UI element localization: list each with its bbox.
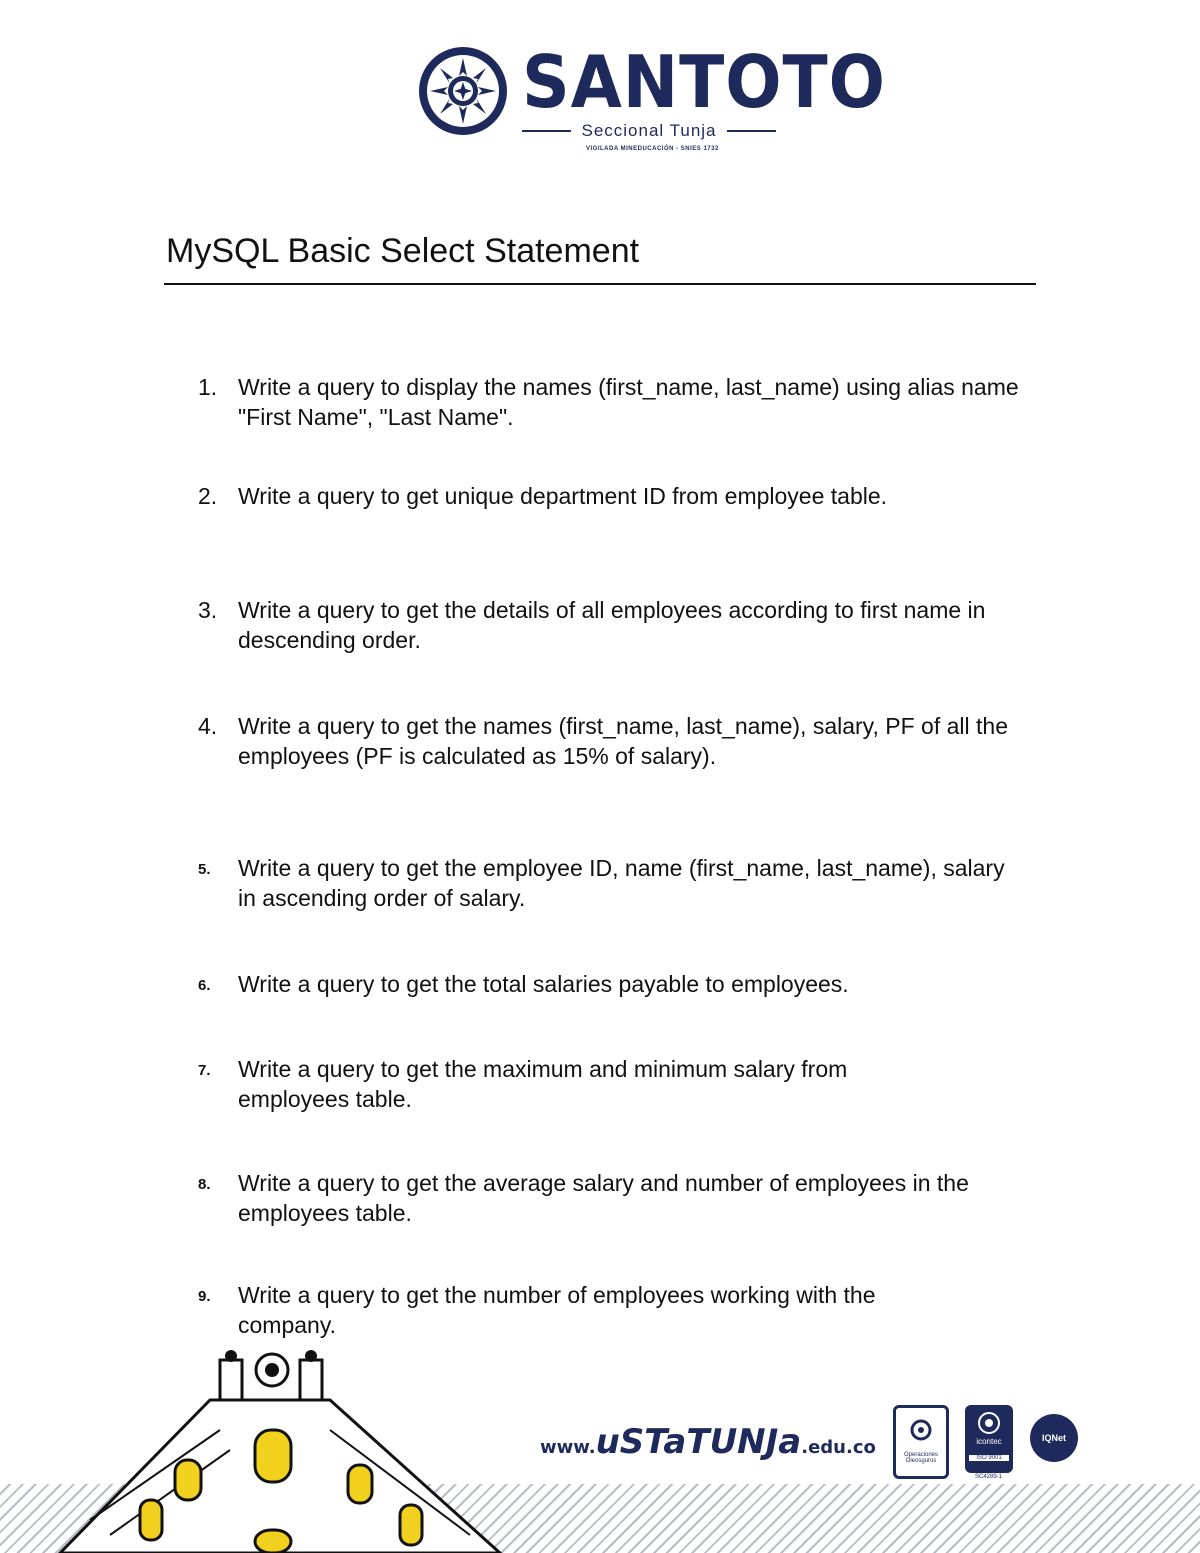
cert-label: IQNet <box>1041 1433 1066 1443</box>
list-item <box>198 853 1038 913</box>
item-text: Write a query to get the total salaries payable to employees. <box>238 971 849 997</box>
cert-label: icontec <box>976 1437 1002 1446</box>
title-divider <box>164 283 1036 285</box>
list-item <box>198 1168 1038 1228</box>
page-title: MySQL Basic Select Statement <box>166 232 640 270</box>
list-item <box>198 372 1038 432</box>
list-item <box>198 711 1038 771</box>
certification-badge <box>893 1405 949 1479</box>
item-number: 6. <box>198 977 211 994</box>
website-main: uSTaTUNJa <box>595 1422 802 1462</box>
item-number: 5. <box>198 861 211 878</box>
subtitle-text: Seccional Tunja <box>581 121 717 140</box>
university-logo <box>418 40 886 162</box>
cert-label: Operaciones Oleosguros <box>903 1452 939 1464</box>
item-text: Write a query to get unique department ID from employee table. <box>238 483 888 509</box>
item-text: Write a query to get the details of all employees according to first name in descending order. <box>238 597 986 653</box>
cert-code: SC4289-1 <box>975 1474 1003 1480</box>
item-number: 8. <box>198 1176 211 1193</box>
list-item <box>198 969 1038 999</box>
item-number: 1. <box>198 374 218 400</box>
gear-icon <box>896 1408 946 1448</box>
website-suffix: .edu.co <box>801 1437 876 1458</box>
item-text: Write a query to get the names (first_name, last_name), salary, PF of all the employees (PF is calculated as 15% of salary). <box>238 713 1008 769</box>
item-text: Write a query to get the number of employees working with the company. <box>238 1282 876 1338</box>
brand-subtitle <box>522 120 776 142</box>
item-text: Write a query to get the maximum and minimum salary from employees table. <box>238 1056 848 1112</box>
list-item <box>198 1280 1038 1340</box>
building-illustration <box>0 1340 520 1553</box>
item-number: 7. <box>198 1062 211 1079</box>
university-seal-icon <box>418 46 508 136</box>
brand-name: SANTOTO <box>522 40 886 124</box>
item-number: 9. <box>198 1288 211 1305</box>
brand-tagline: VIGILADA MINEDUCACIÓN - SNIES 1732 <box>586 146 719 152</box>
icontec-badge <box>965 1405 1013 1473</box>
item-text: Write a query to get the employee ID, name (first_name, last_name), salary in ascending order of salary. <box>238 855 1005 911</box>
item-text: Write a query to get the average salary and number of employees in the employees table. <box>238 1170 969 1226</box>
item-number: 2. <box>198 483 218 509</box>
item-number: 4. <box>198 713 218 739</box>
website-url <box>540 1422 876 1462</box>
iqnet-badge <box>1030 1414 1078 1462</box>
item-number: 3. <box>198 597 218 623</box>
icontec-icon <box>965 1405 1013 1439</box>
list-item <box>198 595 1038 655</box>
item-text: Write a query to display the names (first_name, last_name) using alias name "First Name", "Last Name". <box>238 374 1019 430</box>
website-prefix: www. <box>540 1437 596 1458</box>
list-item <box>198 1054 1038 1114</box>
cert-sublabel: ISO 9001 <box>969 1455 1009 1461</box>
list-item <box>198 481 1038 511</box>
